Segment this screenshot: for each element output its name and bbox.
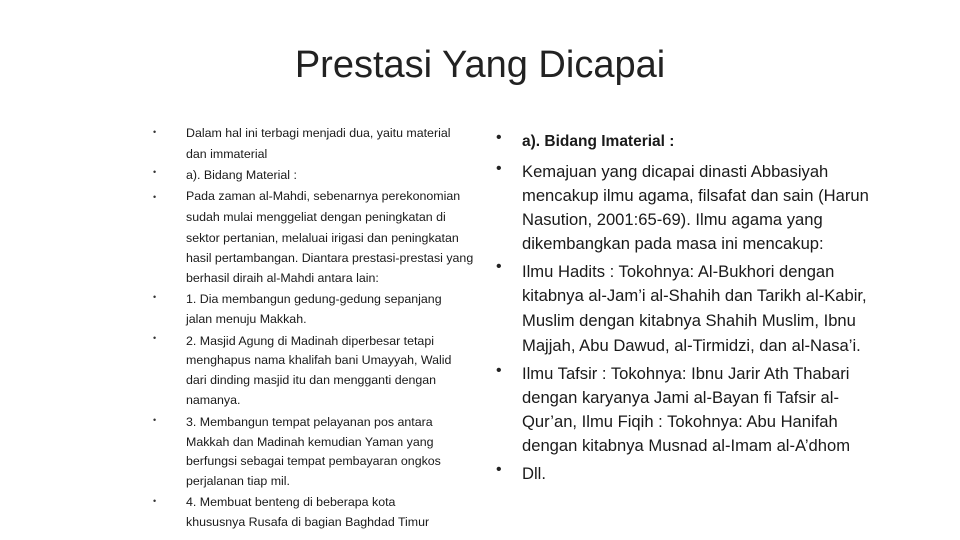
right-text-line: Muslim dengan kitabnya Shahih Muslim, Ibnu <box>522 311 856 330</box>
right-text-line: dengan karyanya Jami al-Bayan fi Tafsir al- <box>522 388 839 407</box>
left-text-line: khususnya Rusafa di bagian Baghdad Timur <box>186 515 430 529</box>
left-text-line: 2. Masjid Agung di Madinah diperbesar tetapi <box>186 334 434 348</box>
left-text-line: menghapus nama khalifah bani Umayyah, Walid <box>186 353 452 367</box>
right-text-line: Nasution, 2001:65-69). Ilmu agama yang <box>522 210 823 229</box>
slide-title: Prestasi Yang Dicapai <box>294 44 666 86</box>
left-text-line: berfungsi sebagai tempat pembayaran ongkos <box>186 454 441 468</box>
right-text-line: Ilmu Hadits : Tokohnya: Al-Bukhori dengan <box>522 262 835 281</box>
left-text-line: Makkah dan Madinah kemudian Yaman yang <box>186 435 434 449</box>
right-text-line: dengan kitabnya Musnad al-Imam al-A’dhom <box>522 436 851 455</box>
right-text-line: kitabnya al-Jam’i al-Shahih dan Tarikh al-Kabir, <box>522 286 867 305</box>
right-text-line: Majjah, Abu Dawud, al-Tirmidzi, dan al-Nasa’i. <box>522 336 861 355</box>
right-text-line: Qur’an, Ilmu Fiqih : Tokohnya: Abu Hanifah <box>522 412 838 431</box>
left-text-line: 3. Membangun tempat pelayanan pos antara <box>186 415 433 429</box>
left-text-line: a). Bidang Material : <box>186 168 297 182</box>
bullet-icon: • <box>496 461 502 478</box>
left-text-line: dan immaterial <box>186 147 268 161</box>
left-text-line: 4. Membuat benteng di beberapa kota <box>186 495 396 509</box>
bullet-icon: • <box>496 160 502 177</box>
right-heading: a). Bidang Imaterial : <box>522 133 675 150</box>
bullet-icon: • <box>153 192 157 202</box>
right-text-line: dikembangkan pada masa ini mencakup: <box>522 234 824 253</box>
left-text-line: 1. Dia membangun gedung-gedung sepanjang <box>186 292 442 306</box>
left-text-line: Pada zaman al-Mahdi, sebenarnya perekonomian <box>186 189 461 203</box>
bullet-icon: • <box>153 292 157 302</box>
left-text-line: dari dinding masjid itu dan mengganti dengan <box>186 373 437 387</box>
bullet-icon: • <box>496 129 502 146</box>
bullet-icon: • <box>153 127 157 137</box>
left-text-line: berhasil diraih al-Mahdi antara lain: <box>186 271 379 285</box>
left-text-line: hasil pertambangan. Diantara prestasi-prestasi yang <box>186 251 474 265</box>
right-text-line: mencakup ilmu agama, filsafat dan sain (Harun <box>522 186 869 205</box>
right-text-line: Kemajuan yang dicapai dinasti Abbasiyah <box>522 162 829 181</box>
left-text-line: jalan menuju Makkah. <box>186 312 307 326</box>
bullet-icon: • <box>153 415 157 425</box>
bullet-icon: • <box>153 167 157 177</box>
left-text-line: namanya. <box>186 393 241 407</box>
left-text-line: perjalanan tiap mil. <box>186 474 291 488</box>
left-text-line: Dalam hal ini terbagi menjadi dua, yaitu material <box>186 126 451 140</box>
right-text-line: Ilmu Tafsir : Tokohnya: Ibnu Jarir Ath Thabari <box>522 364 850 383</box>
bullet-icon: • <box>153 496 157 506</box>
right-text-line: Dll. <box>522 464 546 483</box>
bullet-icon: • <box>496 362 502 379</box>
left-text-line: sektor pertanian, melaluai irigasi dan peningkatan <box>186 231 459 245</box>
bullet-icon: • <box>496 258 502 275</box>
left-text-line: sudah mulai menggeliat dengan peningkatan di <box>186 210 446 224</box>
bullet-icon: • <box>153 333 157 343</box>
